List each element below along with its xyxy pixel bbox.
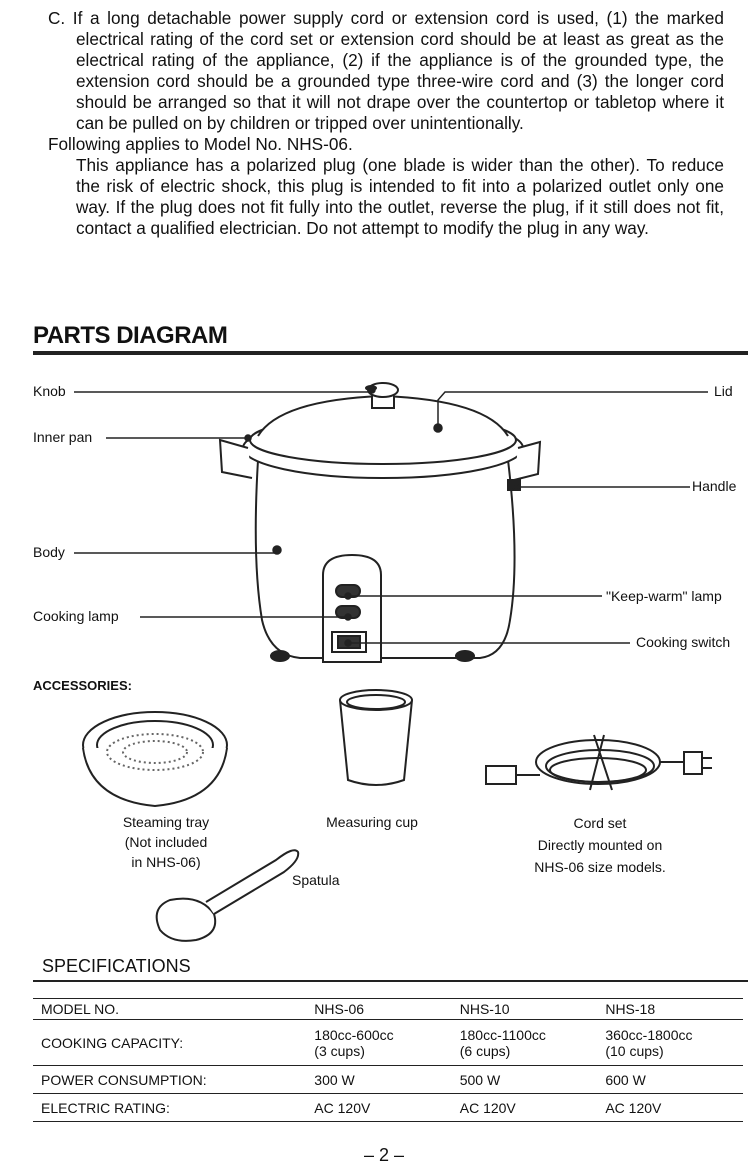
label-cooking-switch: Cooking switch xyxy=(636,634,731,650)
page-number: – 2 – xyxy=(364,1145,405,1165)
label-handle: Handle xyxy=(692,478,737,494)
specifications-table xyxy=(33,998,743,1122)
table-row: POWER CONSUMPTION: 300 W 500 W 600 W xyxy=(33,1066,743,1094)
paragraph-item-c: C. If a long detachable power supply cord or extension cord is used, (1) the marked electrical rating of the cord set or extension cord should be at least as great as the electrical rating of the appliance, (2) if the appliance is of the grounded type, the extension cord should be a grounded type three-wire cord and (3) the longer cord should be arranged so that it will not drape over the countertop or tabletop where it can be pulled on by children or tripped over unintentionally. xyxy=(48,8,724,133)
parts-diagram-title: PARTS DIAGRAM xyxy=(33,322,228,349)
spec-rule-top xyxy=(33,980,748,982)
label-cooking-lamp: Cooking lamp xyxy=(33,608,119,624)
label-body: Body xyxy=(33,544,65,560)
table-row: ELECTRIC RATING: AC 120V AC 120V AC 120V xyxy=(33,1094,743,1122)
specifications-title: SPECIFICATIONS xyxy=(42,956,191,976)
accessories-title: ACCESSORIES: xyxy=(33,678,132,693)
label-knob: Knob xyxy=(33,383,66,399)
caption-cord-set: Cord set Directly mounted on NHS-06 size models. xyxy=(534,815,666,875)
cord-set-illustration xyxy=(486,735,712,790)
label-lid: Lid xyxy=(714,383,733,399)
caption-spatula: Spatula xyxy=(292,872,340,888)
steaming-tray-illustration xyxy=(83,712,227,806)
measuring-cup-illustration xyxy=(340,690,412,785)
table-header-row: MODEL NO. NHS-06 NHS-10 NHS-18 xyxy=(33,999,743,1020)
label-inner-pan: Inner pan xyxy=(33,429,93,445)
rice-cooker-illustration xyxy=(220,383,540,662)
table-row: COOKING CAPACITY: 180cc-600cc (3 cups) 180cc-1100cc (6 cups) 360cc-1800cc (10 cups) xyxy=(33,1020,743,1066)
caption-measuring-cup: Measuring cup xyxy=(326,814,418,830)
paragraph-polarized-plug: This appliance has a polarized plug (one blade is wider than the other). To reduce the risk of electric shock, this plug is intended to fit into a polarized outlet only one way. If the plug does not fit fully into the outlet, reverse the plug, if it still does not fit, contact a qualified electrician. Do not attempt to modify the plug in any way. xyxy=(76,155,724,238)
paragraph-following: Following applies to Model No. NHS-06. xyxy=(48,134,353,154)
label-keep-warm-lamp: "Keep-warm" lamp xyxy=(606,588,722,604)
caption-steaming-tray: Steaming tray (Not included in NHS-06) xyxy=(122,814,210,870)
